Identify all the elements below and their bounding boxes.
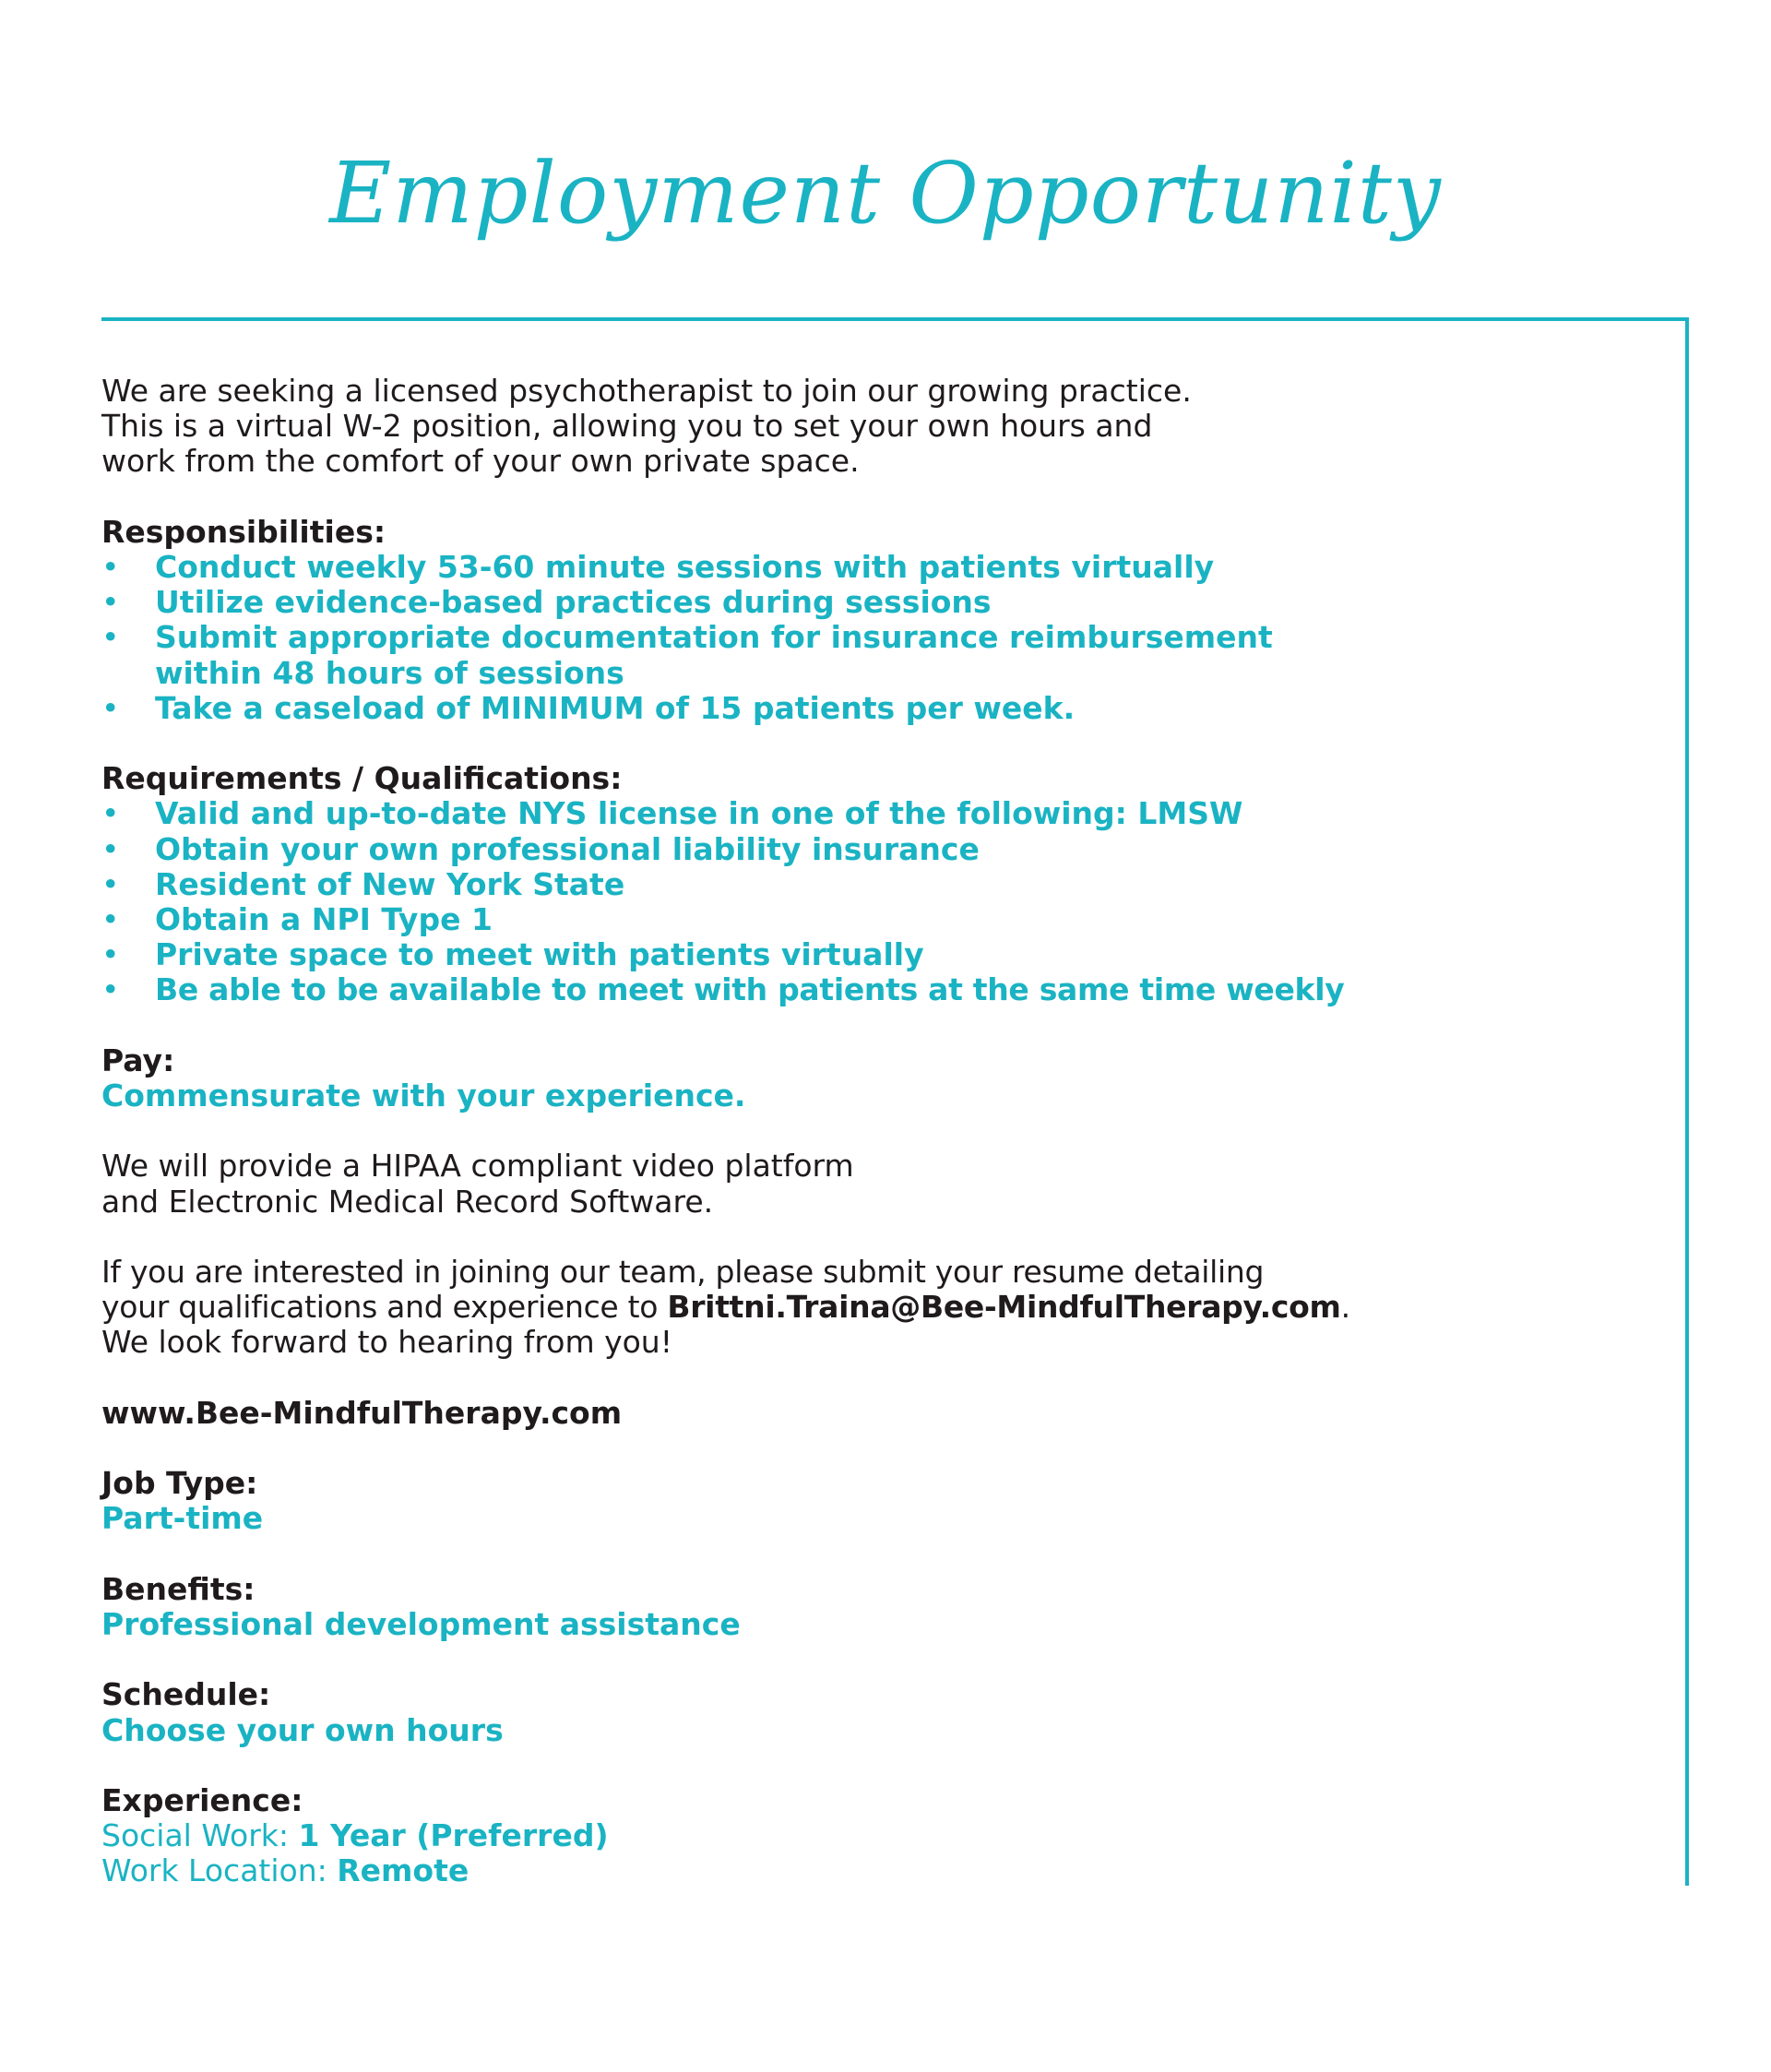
list-item: • Take a caseload of MINIMUM of 15 patients per week. (101, 689, 1076, 726)
apply-line: We look forward to hearing from you! (101, 1324, 672, 1361)
requirements-list (101, 796, 1651, 1007)
website-link[interactable]: www.Bee-MindfulTherapy.com (101, 1394, 623, 1431)
responsibilities-list (101, 550, 1651, 726)
benefits-value: Professional development assistance (101, 1605, 741, 1642)
apply-line: your qualifications and experience to Brittni.Traina@Bee-MindfulTherapy.com. (101, 1289, 1350, 1326)
experience-social-work: Social Work: 1 Year (Preferred) (101, 1817, 609, 1854)
provide-paragraph (101, 1149, 1651, 1219)
bullet-icon: • (101, 901, 120, 938)
bullet-icon: • (101, 971, 120, 1008)
experience-section (101, 1783, 1651, 1889)
bullet-icon: • (101, 689, 120, 726)
list-item: • Valid and up-to-date NYS license in one of the following: LMSW (101, 795, 1243, 832)
list-item: • Resident of New York State (101, 865, 625, 902)
pay-section (101, 1043, 1651, 1113)
experience-heading: Experience: (101, 1781, 303, 1818)
schedule-heading: Schedule: (101, 1676, 271, 1713)
list-item: • Obtain a NPI Type 1 (101, 901, 493, 938)
intro-line: This is a virtual W-2 position, allowing you to set your own hours and (101, 408, 1153, 445)
responsibilities-heading: Responsibilities: (101, 513, 386, 550)
bullet-icon: • (101, 830, 120, 867)
list-item: • Conduct weekly 53-60 minute sessions with patients virtually (101, 549, 1215, 585)
contact-email-link[interactable]: Brittni.Traina@Bee-MindfulTherapy.com (667, 1289, 1341, 1326)
apply-line: If you are interested in joining our team, please submit your resume detailing (101, 1254, 1265, 1290)
intro-line: We are seeking a licensed psychotherapist to join our growing practice. (101, 373, 1192, 409)
bullet-icon: • (101, 795, 120, 832)
schedule-value: Choose your own hours (101, 1711, 504, 1748)
list-item: • Submit appropriate documentation for insurance reimbursement within 48 hours of sessions (101, 619, 1273, 691)
responsibilities-section (101, 515, 1651, 726)
pay-value: Commensurate with your experience. (101, 1078, 746, 1114)
document-body (101, 374, 1651, 1889)
schedule-section (101, 1677, 1651, 1747)
intro-line: work from the comfort of your own private space. (101, 443, 860, 480)
list-item: • Obtain your own professional liability insurance (101, 830, 980, 867)
list-item: • Private space to meet with patients virtually (101, 936, 924, 973)
page-title: Employment Opportunity (329, 144, 1442, 243)
benefits-heading: Benefits: (101, 1570, 256, 1607)
bullet-icon: • (101, 549, 120, 585)
list-item: • Utilize evidence-based practices during sessions (101, 584, 992, 621)
intro-paragraph (101, 374, 1651, 480)
job-type-section (101, 1466, 1651, 1536)
requirements-heading: Requirements / Qualifications: (101, 760, 623, 797)
job-type-value: Part-time (101, 1500, 264, 1537)
requirements-section (101, 761, 1651, 1007)
bullet-icon: • (101, 619, 120, 656)
apply-paragraph (101, 1255, 1651, 1361)
provide-line: and Electronic Medical Record Software. (101, 1183, 714, 1220)
job-type-heading: Job Type: (101, 1465, 258, 1502)
frame-top-rule (101, 317, 1689, 321)
provide-line: We will provide a HIPAA compliant video platform (101, 1148, 854, 1185)
frame-right-rule (1685, 317, 1689, 1886)
experience-work-location: Work Location: Remote (101, 1852, 469, 1889)
list-item: • Be able to be available to meet with patients at the same time weekly (101, 971, 1345, 1008)
bullet-icon: • (101, 584, 120, 621)
benefits-section (101, 1572, 1651, 1642)
bullet-icon: • (101, 936, 120, 973)
bullet-icon: • (101, 865, 120, 902)
pay-heading: Pay: (101, 1042, 175, 1078)
